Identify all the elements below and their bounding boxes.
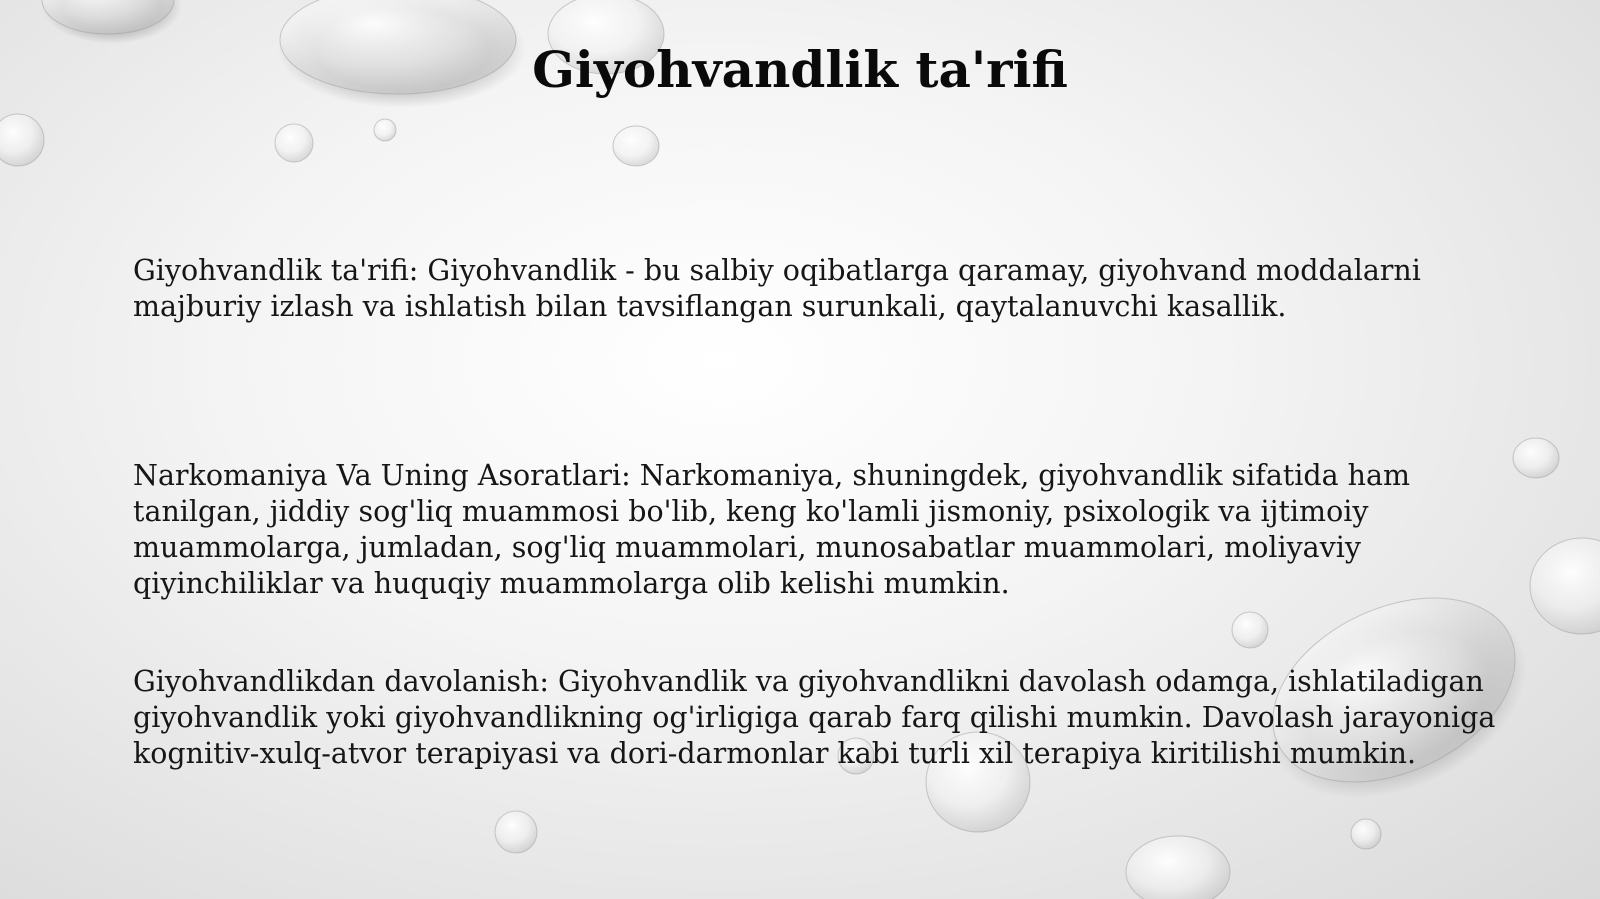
droplet bbox=[1351, 819, 1381, 849]
droplet bbox=[42, 0, 182, 44]
droplet bbox=[1530, 538, 1600, 634]
droplet bbox=[1126, 836, 1230, 899]
droplet bbox=[1232, 612, 1268, 648]
paragraph-complications: Narkomaniya Va Uning Asoratlari: Narkomaniya, shuningdek, giyohvandlik sifatida ham tanilgan, jiddiy sog'liq muammosi bo'lib, keng ko'lamli jismoniy, psixologik va ijtimoiy muammolarga, jumladan, sog'liq muammolari, munosabatlar muammolari, moliyaviy qiyinchiliklar va huquqiy muammolarga olib kelishi mumkin. bbox=[133, 459, 1411, 600]
droplet bbox=[495, 811, 537, 853]
droplet bbox=[275, 124, 313, 162]
droplet bbox=[613, 126, 659, 166]
droplet bbox=[374, 119, 396, 141]
droplet bbox=[0, 114, 44, 166]
paragraph-treatment: Giyohvandlikdan davolanish: Giyohvandlik va giyohvandlikni davolash odamga, ishlatiladigan giyohvandlik yoki giyohvandlikning og'irligiga qarab farq qilishi mumkin. Davolash jarayoniga kognitiv-xulq-atvor terapiyasi va dori-darmonlar kabi turli xil terapiya kiritilishi mumkin. bbox=[133, 665, 1496, 770]
paragraph-definition: Giyohvandlik ta'rifi: Giyohvandlik - bu salbiy oqibatlarga qaramay, giyohvand moddalarni majburiy izlash va ishlatish bilan tavsiflangan surunkali, qaytalanuvchi kasallik. bbox=[133, 254, 1421, 323]
slide-title: Giyohvandlik ta'rifi bbox=[532, 40, 1068, 99]
